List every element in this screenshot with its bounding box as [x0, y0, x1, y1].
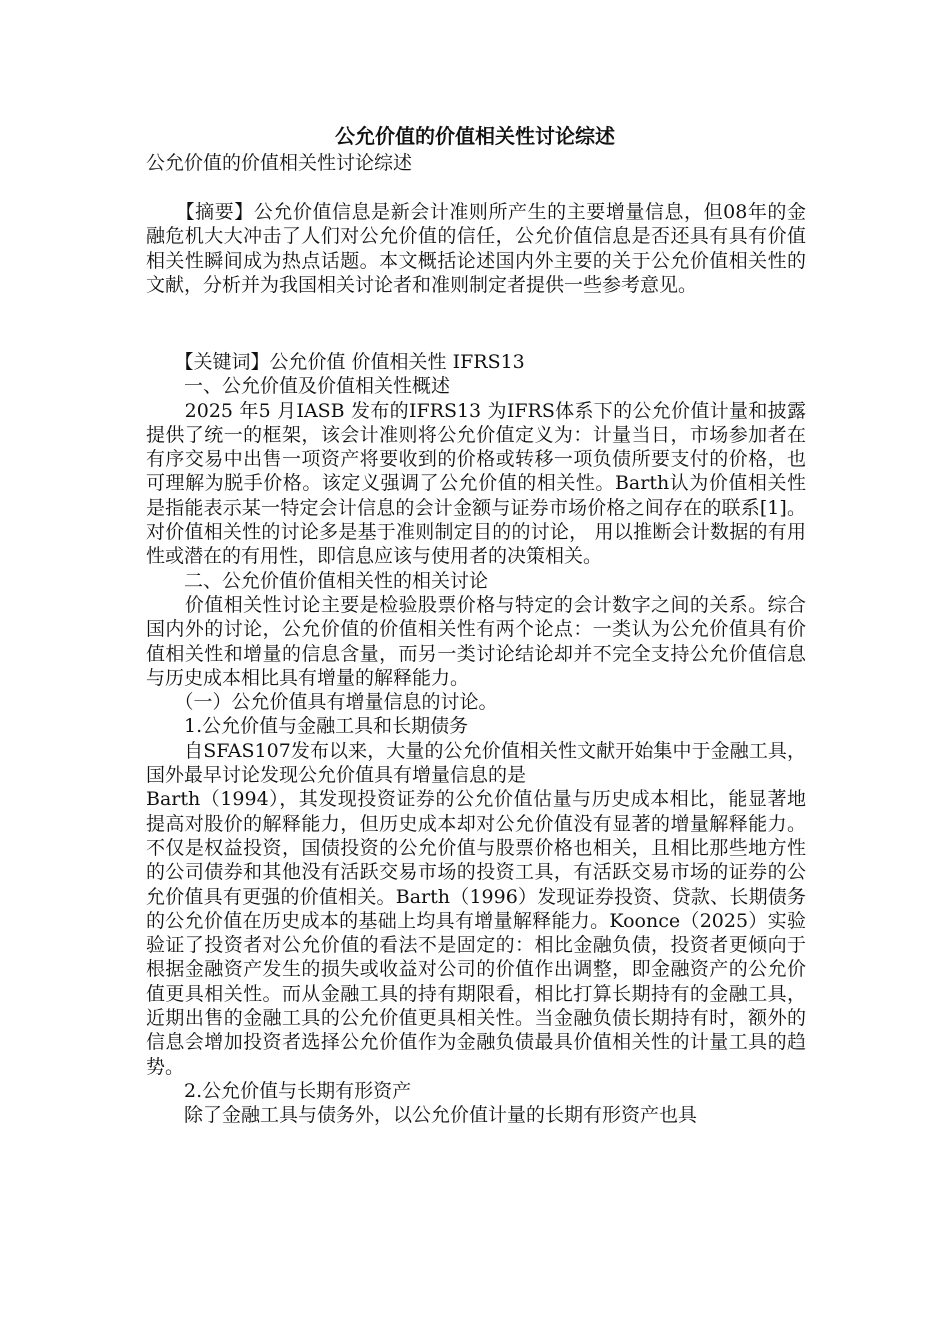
document-title: 公允价值的价值相关性讨论综述	[335, 124, 615, 148]
abstract-paragraph: 【摘要】公允价值信息是新会计准则所产生的主要增量信息，但08年的金融危机大大冲击了人们对公允价值的信任，公允价值信息是否还具有具有价值相关性瞬间成为热点话题。本文概括论述国内外主要的关于公允价值相关性的文献，分析并为我国相关讨论者和准则制定者提供一些参考意见。	[146, 201, 806, 296]
document-subtitle: 公允价值的价值相关性讨论综述	[146, 152, 413, 174]
body-text: 【关键词】公允价值 价值相关性 IFRS13 一、公允价值及价值相关性概述 2025 年5 月IASB 发布的IFRS13 为IFRS体系下的公允价值计量和披露提供了统一的框架，该会计准则将公允价值定义为：计量当日，市场参加者在有序交易中出售一项资产将要收到的价格或转移一项负债所要支付的价格，也可理解为脱手价格。该定义强调了公允价值的相关性。Barth认为价值相关性是指能表示某一特定会计信息的会计金额与证券市场价格之间存在的联系[1]。对价值相关性的讨论多是基于准则制定目的的讨论， 用以推断会计数据的有用性或潜在的有用性，即信息应该与使用者的决策相关。 二、公允价值价值相关性的相关讨论 价值相关性讨论主要是检验股票价格与特定的会计数字之间的关系。综合国内外的讨论，公允价值的价值相关性有两个论点：一类认为公允价值具有价值相关性和增量的信息含量，而另一类讨论结论却并不完全支持公允价值信息与历史成本相比具有增量的解释能力。 （一）公允价值具有增量信息的讨论。 1.公允价值与金融工具和长期债务 自SFAS107发布以来，大量的公允价值相关性文献开始集中于金融工具，国外最早讨论发现公允价值具有增量信息的是 Barth（1994），其发现投资证券的公允价值估量与历史成本相比，能显著地提高对股价的解释能力，但历史成本却对公允价值没有显著的增量解释能力。不仅是权益投资，国债投资的公允价值与股票价格也相关，且相比那些地方性的公司债券和其他没有活跃交易市场的投资工具，有活跃交易市场的证券的公允价值具有更强的价值相关。Barth（1996）发现证券投资、贷款、长期债务的公允价值在历史成本的基础上均具有增量解释能力。Koonce（2025）实验验证了投资者对公允价值的看法不是固定的：相比金融负债，投资者更倾向于根据金融资产发生的损失或收益对公司的价值作出调整，即金融资产的公允价值更具相关性。而从金融工具的持有期限看，相比打算长期持有的金融工具，近期出售的金融工具的公允价值更具相关性。当金融负债长期持有时，额外的信息会增加投资者选择公允价值作为金融负债最具价值相关性的计量工具的趋势。 2.公允价值与长期有形资产 除了金融工具与债务外，以公允价值计量的长期有形资产也具	[146, 351, 806, 1127]
